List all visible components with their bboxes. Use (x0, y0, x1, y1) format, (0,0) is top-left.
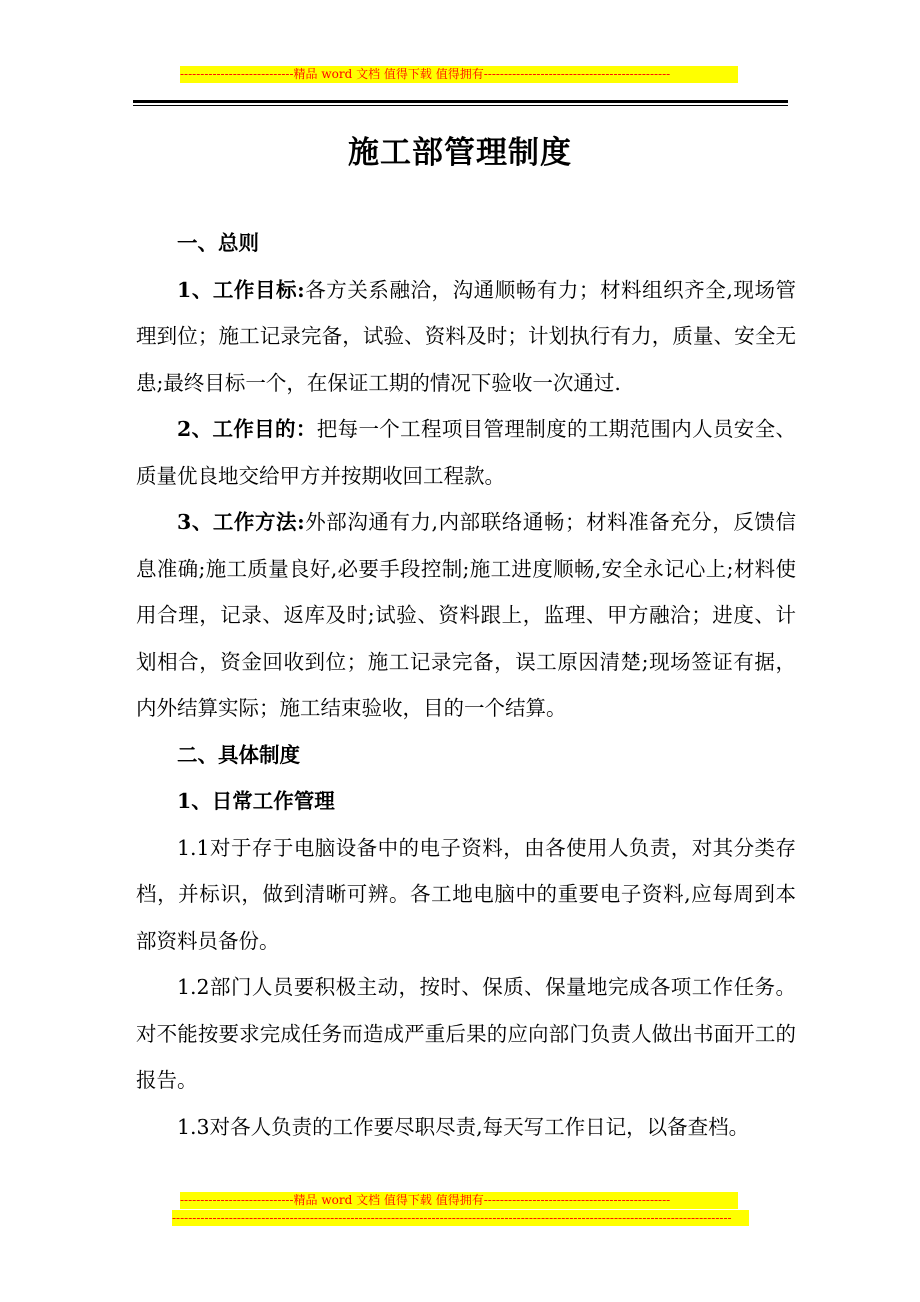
paragraph-work-purpose (136, 406, 796, 499)
footer-banner: ----------------------------精品 word 文档 值得下载 值得拥有---------------------------------------------- (180, 1192, 738, 1209)
document-title: 施工部管理制度 (348, 135, 572, 171)
paragraph-work-method (136, 499, 796, 732)
paragraph-label: 1、工作目标: (177, 277, 305, 302)
paragraph-label: 3、工作方法: (177, 510, 305, 534)
document-body (136, 220, 796, 1150)
header-banner: ----------------------------精品 word 文档 值得下载 值得拥有---------------------------------------------- (180, 66, 738, 83)
subsection-heading-daily-work: 1、日常工作管理 (177, 789, 335, 813)
section-heading-general: 一、总则 (177, 231, 259, 255)
header-divider-thin (133, 105, 788, 106)
paragraph-text: 外部沟通有力,内部联络通畅；材料准备充分，反馈信息准确;施工质量良好,必要手段控制;施工进度顺畅,安全永记心上;材料使用合理，记录、返库及时;试验、资料跟上，监理、甲方融洽；进度、计划相合，资金回收到位；施工记录完备，误工原因清楚;现场签证有据，内外结算实际；施工结束验收，目的一个结算。 (136, 510, 796, 720)
paragraph-rule-1-3: 1.3对各人负责的工作要尽职尽责,每天写工作日记，以备查档。 (177, 1114, 750, 1139)
paragraph-rule-1-1: 1.1对于存于电脑设备中的电子资料，由各使用人负责，对其分类存档，并标识，做到清晰可辨。各工地电脑中的重要电子资料,应每周到本部资料员备份。 (136, 835, 796, 953)
section-heading-specific-rules: 二、具体制度 (177, 742, 300, 767)
footer-dash-line: ------------------------------------------------------------------------------------------------------------------------------------------ (172, 1210, 749, 1226)
paragraph-text: 各方关系融洽，沟通顺畅有力；材料组织齐全,现场管理到位；施工记录完备，试验、资料及时；计划执行有力，质量、安全无患;最终目标一个，在保证工期的情况下验收一次通过. (136, 277, 796, 395)
header-divider-thick (133, 100, 788, 103)
paragraph-text: 把每一个工程项目管理制度的工期范围内人员安全、质量优良地交给甲方并按期收回工程款。 (136, 417, 796, 488)
paragraph-rule-1-2: 1.2部门人员要积极主动，按时、保质、保量地完成各项工作任务。对不能按要求完成任务而造成严重后果的应向部门负责人做出书面开工的报告。 (136, 975, 796, 1092)
paragraph-label: 2、工作目的： (177, 417, 317, 441)
paragraph-work-goal (136, 267, 796, 407)
